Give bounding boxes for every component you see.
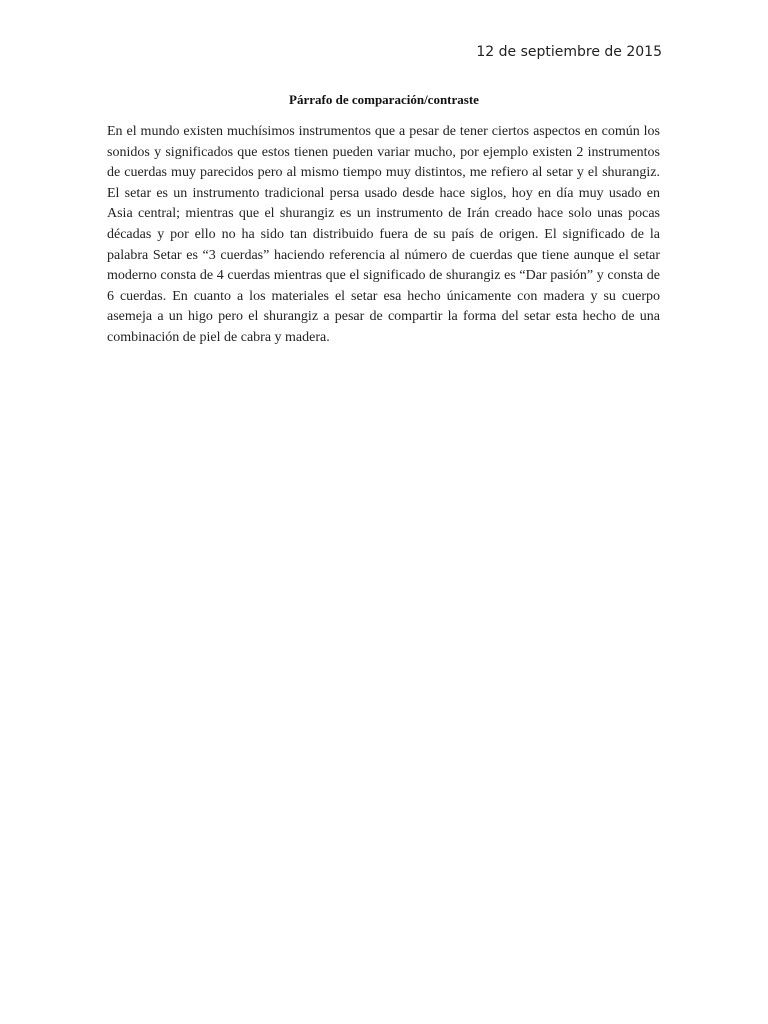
document-title: Párrafo de comparación/contraste bbox=[289, 92, 479, 107]
document-date: 12 de septiembre de 2015 bbox=[476, 44, 662, 60]
body-paragraph: En el mundo existen muchísimos instrumentos que a pesar de tener ciertos aspectos en común los sonidos y significados que estos tienen pueden variar mucho, por ejemplo existen 2 instrumentos de cuerdas muy parecidos pero al mismo tiempo muy distintos, me refiero al setar y el shurangiz. El setar es un instrumento tradicional persa usado desde hace siglos, hoy en día muy usado en Asia central; mientras que el shurangiz es un instrumento de Irán creado hace solo unas pocas décadas y por ello no ha sido tan distribuido fuera de su país de origen. El significado de la palabra Setar es “3 cuerdas” haciendo referencia al número de cuerdas que tiene aunque el setar moderno consta de 4 cuerdas mientras que el significado de shurangiz es “Dar pasión” y consta de 6 cuerdas. En cuanto a los materiales el setar esa hecho únicamente con madera y su cuerpo asemeja a un higo pero el shurangiz a pesar de compartir la forma del setar esta hecho de una combinación de piel de cabra y madera. bbox=[107, 124, 660, 345]
